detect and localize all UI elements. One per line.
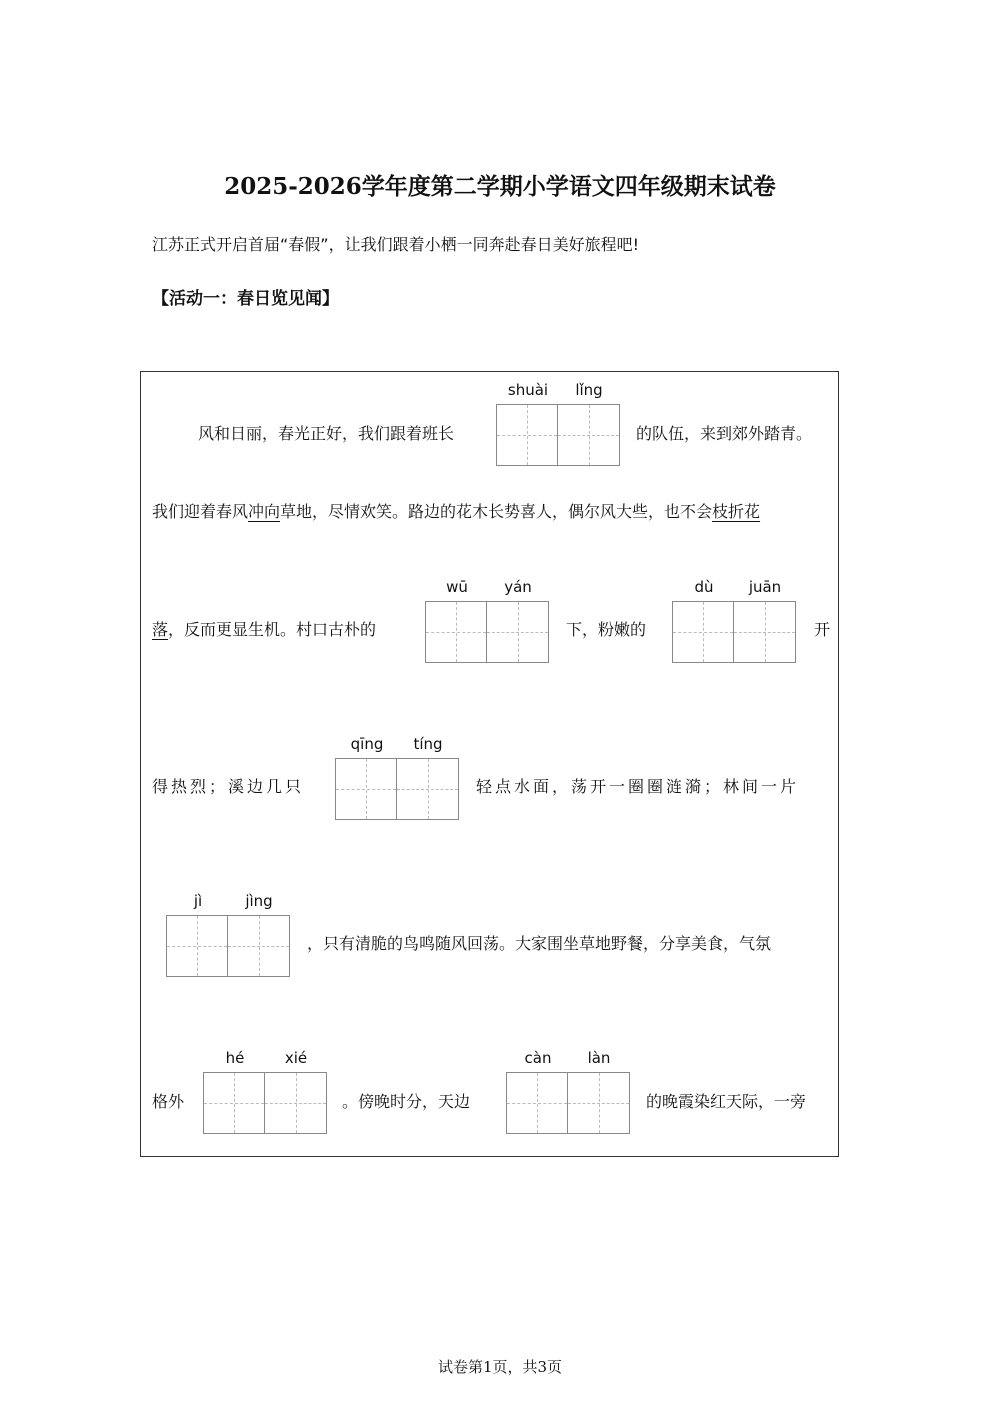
passage-line2-mid: 草地，尽情欢笑。路边的花木长势喜人，偶尔风大些，也不会 <box>280 502 713 521</box>
passage-line1-start: 风和日丽，春光正好，我们跟着班长 <box>198 424 455 443</box>
char-cell[interactable] <box>496 381 558 466</box>
char-cell[interactable] <box>397 735 459 820</box>
passage-line3-mid: 下，粉嫩的 <box>566 620 647 639</box>
char-cell[interactable] <box>425 578 487 663</box>
pinyin-label: xié <box>284 1049 308 1067</box>
passage-line4-end: 轻点水面，荡开一圈圈涟漪；林间一片 <box>476 777 800 796</box>
passage-line6-mid: 。傍晚时分，天边 <box>342 1092 471 1111</box>
pinyin-label: yán <box>504 578 532 596</box>
underlined-phrase-zhizhehua: 枝折花 <box>712 502 761 521</box>
pinyin-blank-2[interactable] <box>425 578 549 663</box>
passage-line6-end: 的晚霞染红天际，一旁 <box>646 1092 807 1111</box>
char-cell[interactable] <box>506 1049 568 1134</box>
pinyin-label: dù <box>694 578 714 596</box>
section-heading: 【活动一：春日览见闻】 <box>152 289 339 309</box>
passage-line2 <box>152 502 760 522</box>
pinyin-label: lǐng <box>575 381 603 399</box>
char-cell[interactable] <box>558 381 620 466</box>
pinyin-label: jìng <box>245 892 273 910</box>
pinyin-blank-7[interactable] <box>506 1049 630 1134</box>
char-cell[interactable] <box>203 1049 265 1134</box>
pinyin-blank-3[interactable] <box>672 578 796 663</box>
passage-line6-start: 格外 <box>152 1092 185 1111</box>
pinyin-label: wū <box>446 578 468 596</box>
passage-line3-text: ，反而更显生机。村口古朴的 <box>168 620 377 639</box>
passage-line2-start: 我们迎着春风 <box>152 502 249 521</box>
char-cell[interactable] <box>265 1049 327 1134</box>
passage-line3-end: 开 <box>814 620 831 639</box>
pinyin-label: jì <box>193 892 203 910</box>
page-title: 2025-2026学年度第二学期小学语文四年级期末试卷 <box>224 173 776 200</box>
char-cell[interactable] <box>734 578 796 663</box>
passage-line1-end: 的队伍，来到郊外踏青。 <box>636 424 813 443</box>
char-cell[interactable] <box>166 892 228 977</box>
underlined-word-chongxiang: 冲向 <box>248 502 281 521</box>
char-cell[interactable] <box>228 892 290 977</box>
pinyin-blank-5[interactable] <box>166 892 290 977</box>
pinyin-blank-6[interactable] <box>203 1049 327 1134</box>
char-cell[interactable] <box>568 1049 630 1134</box>
pinyin-blank-4[interactable] <box>335 735 459 820</box>
passage-line4-start: 得热烈；溪边几只 <box>152 777 305 796</box>
pinyin-label: hé <box>225 1049 245 1067</box>
char-cell[interactable] <box>335 735 397 820</box>
underlined-char-luo: 落 <box>152 620 169 639</box>
passage-box <box>140 371 839 1157</box>
char-cell[interactable] <box>487 578 549 663</box>
page-footer: 试卷第1页，共3页 <box>437 1358 563 1376</box>
pinyin-label: juān <box>748 578 782 596</box>
pinyin-label: càn <box>524 1049 552 1067</box>
passage-line3-start <box>152 620 376 640</box>
char-cell[interactable] <box>672 578 734 663</box>
passage-line5: ，只有清脆的鸟鸣随风回荡。大家围坐草地野餐，分享美食，气氛 <box>307 934 772 953</box>
pinyin-label: qīng <box>350 735 384 753</box>
pinyin-blank-1[interactable] <box>496 381 620 466</box>
pinyin-label: tíng <box>413 735 443 753</box>
pinyin-label: làn <box>587 1049 611 1067</box>
intro-text: 江苏正式开启首届“春假”，让我们跟着小栖一同奔赴春日美好旅程吧! <box>152 235 639 254</box>
pinyin-label: shuài <box>507 381 549 399</box>
